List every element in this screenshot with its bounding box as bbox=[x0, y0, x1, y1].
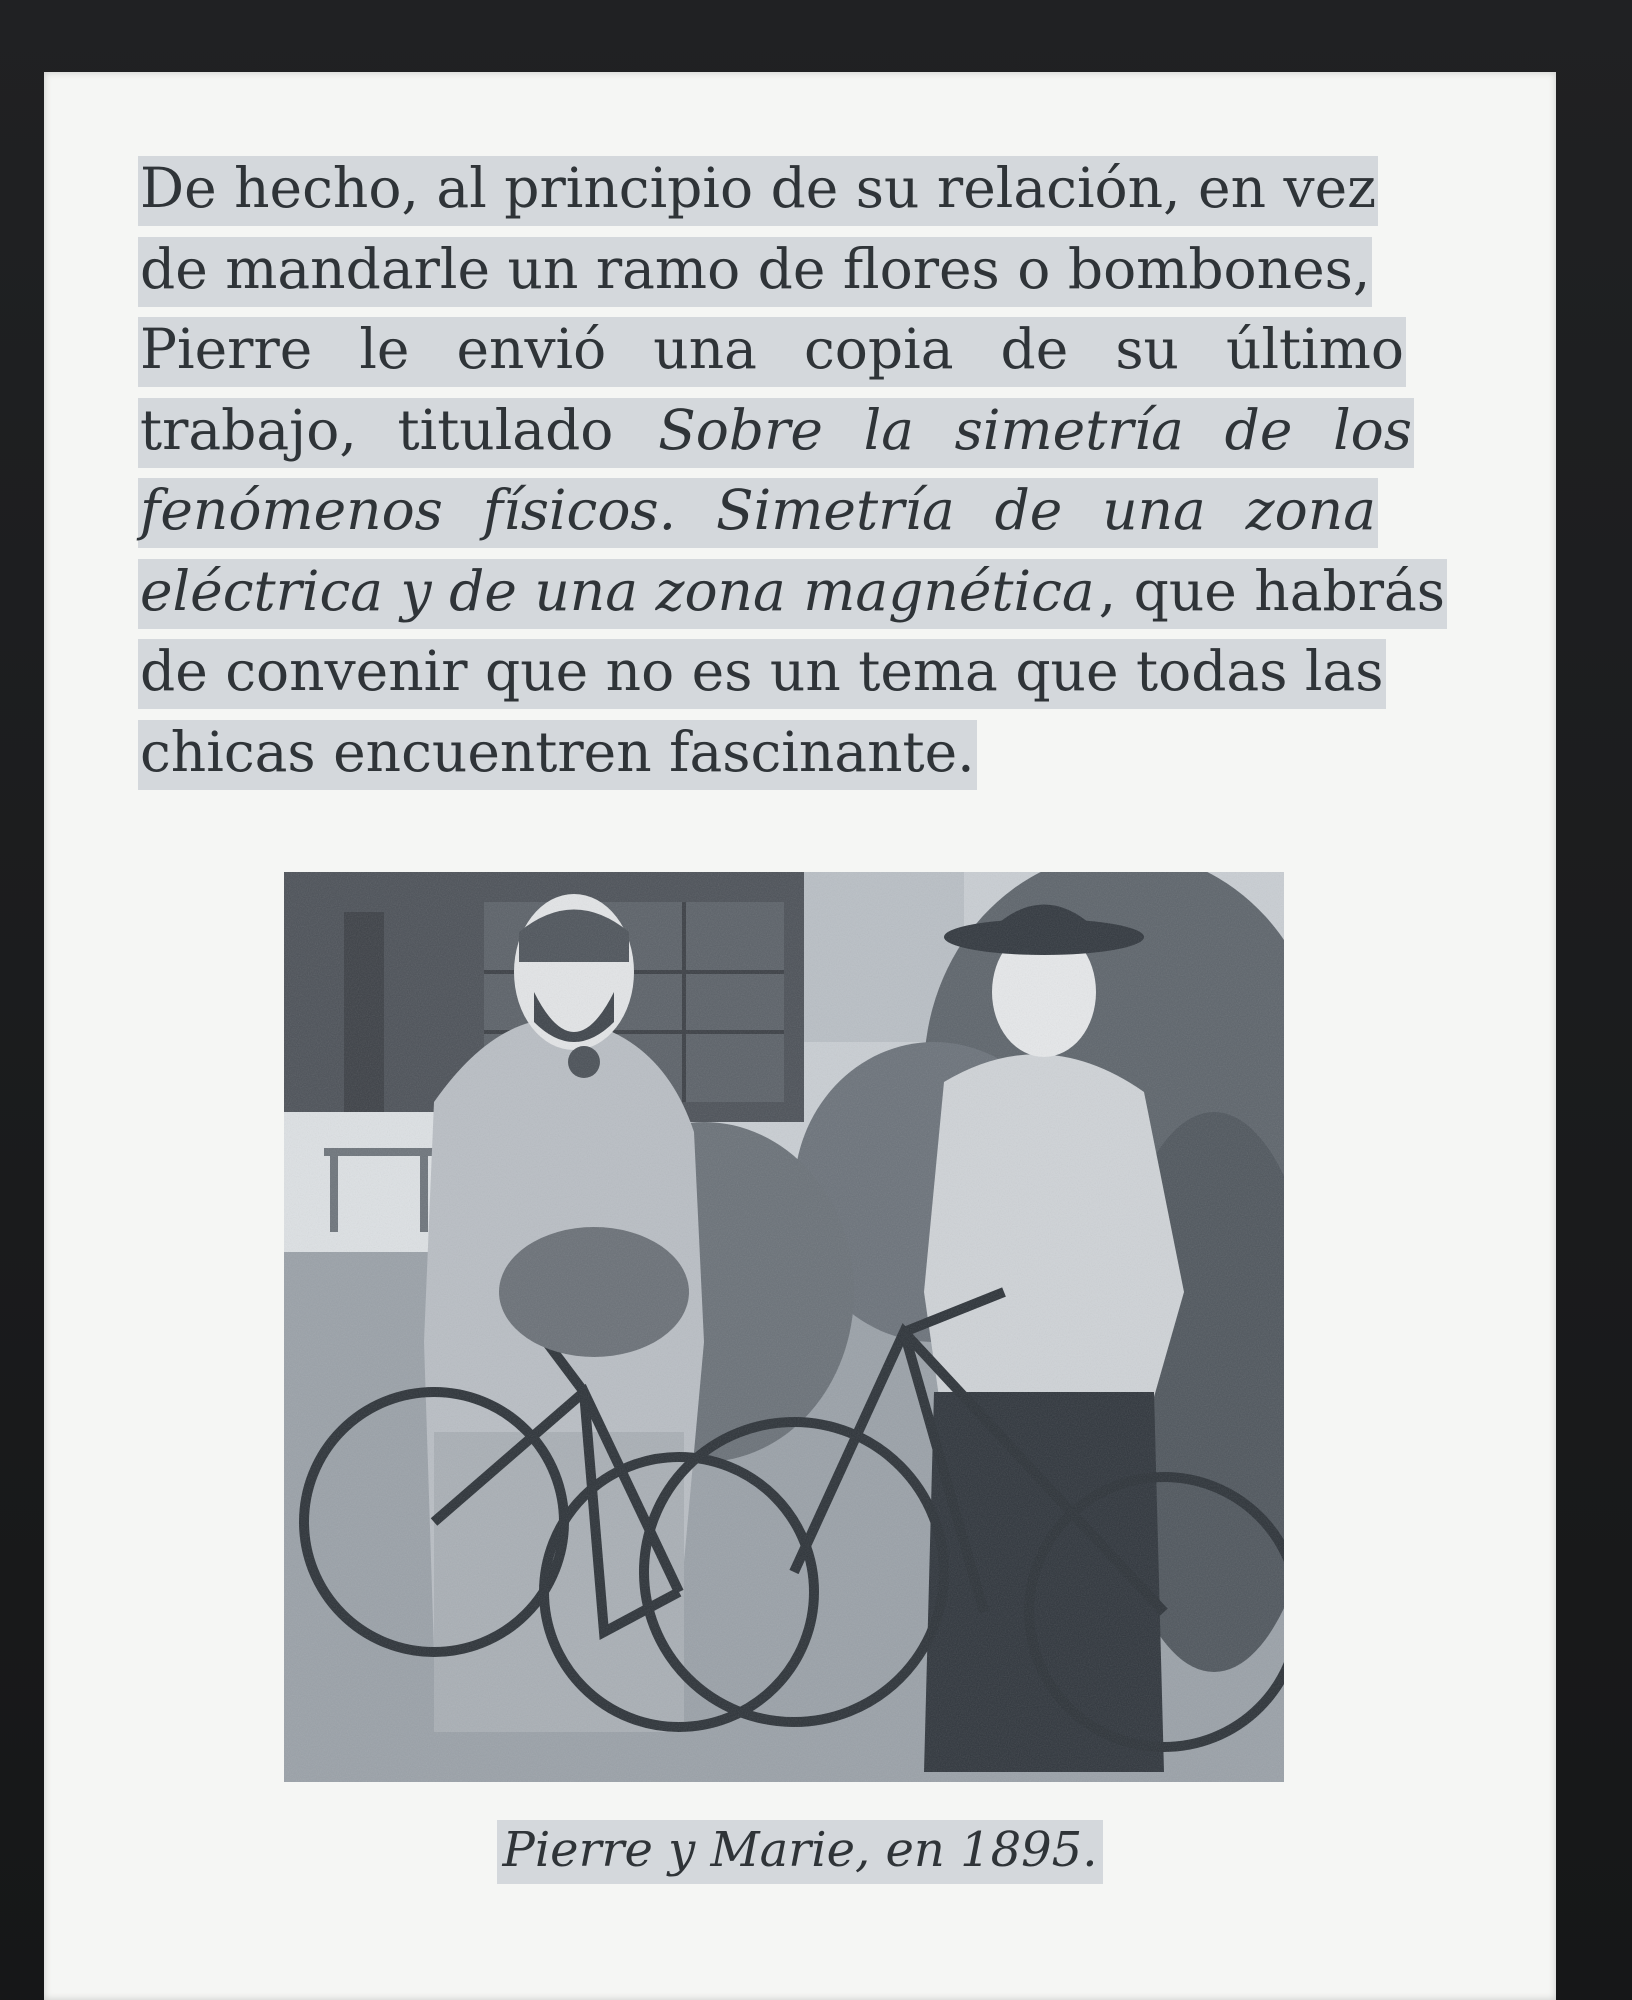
highlighted-passage[interactable] bbox=[138, 148, 1458, 792]
passage-line bbox=[138, 470, 1378, 551]
historical-photo[interactable] bbox=[284, 872, 1284, 1782]
passage-line bbox=[138, 148, 1458, 229]
highlighted-text[interactable]: de convenir que no es un tema que todas las bbox=[138, 639, 1386, 709]
passage-line bbox=[138, 229, 1458, 310]
passage-line bbox=[138, 390, 1414, 471]
figure-caption bbox=[44, 1822, 1556, 1878]
passage-line bbox=[138, 551, 1458, 632]
highlighted-italic-title[interactable]: Sobre la simetría de los bbox=[656, 398, 1414, 468]
ereader-page[interactable] bbox=[44, 72, 1556, 2000]
highlighted-italic-title[interactable]: eléctrica y de una zona magnética bbox=[138, 559, 1097, 629]
highlighted-italic-title[interactable]: fenómenos físicos. Simetría de una zona bbox=[138, 478, 1378, 548]
caption-text[interactable]: Pierre y Marie, en 1895. bbox=[497, 1820, 1104, 1884]
highlighted-text[interactable]: Pierre le envió una copia de su último bbox=[138, 317, 1406, 387]
photo-illustration bbox=[284, 872, 1284, 1782]
highlighted-text[interactable]: , que habrás bbox=[1097, 559, 1447, 629]
highlighted-text[interactable]: de mandarle un ramo de flores o bombones, bbox=[138, 237, 1372, 307]
highlighted-text[interactable]: De hecho, al principio de su relación, en vez bbox=[138, 156, 1378, 226]
passage-line bbox=[138, 712, 1458, 793]
highlighted-text[interactable]: trabajo, titulado bbox=[138, 398, 656, 468]
passage-line bbox=[138, 631, 1458, 712]
passage-line bbox=[138, 309, 1406, 390]
highlighted-text[interactable]: chicas encuentren fascinante. bbox=[138, 720, 977, 790]
